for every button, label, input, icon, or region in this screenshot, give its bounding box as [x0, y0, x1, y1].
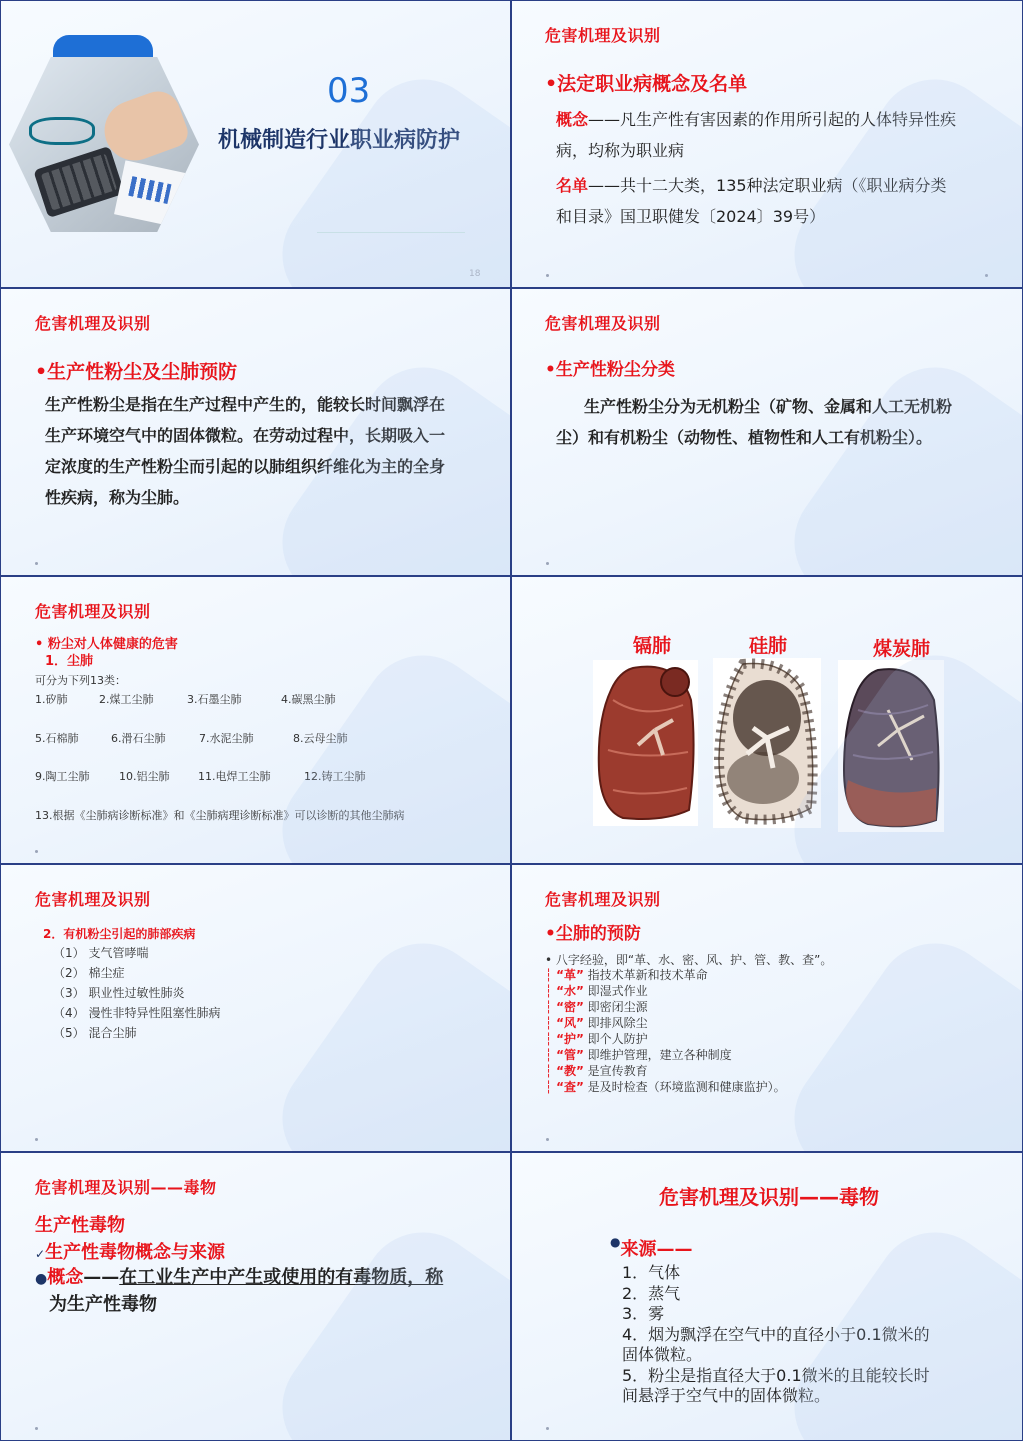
slide-6[interactable]: [512, 577, 1022, 863]
source-heading: 来源——: [620, 1239, 693, 1260]
corner-dot: [35, 850, 38, 853]
slide-heading: • 粉尘对人体健康的危害: [35, 637, 178, 652]
concept-text: ——凡生产性有害因素的作用所引起的人体特异性疾: [588, 110, 957, 129]
calculator-icon: [33, 146, 125, 218]
list-text: 即排风除尘: [587, 1016, 648, 1030]
list-item: ┆ “查” 是及时检查（环境监测和健康监护）。: [545, 1080, 786, 1094]
slide-5[interactable]: [1, 577, 510, 863]
source-list: [622, 1263, 930, 1407]
list-item: 固体微粒。: [622, 1345, 703, 1364]
slide-subheading: 1．尘肺: [45, 654, 94, 669]
corner-dot: [985, 274, 988, 277]
list-text: ——共十二大类，135种法定职业病（《职业病分类: [588, 176, 947, 195]
type-row: 13.根据《尘肺病诊断标准》和《尘肺病理诊断标准》可以诊断的其他尘肺病: [35, 809, 405, 822]
type-item: 4.碳黑尘肺: [281, 693, 336, 706]
corner-dot: [546, 1138, 549, 1141]
concept-term: 概念: [47, 1267, 84, 1288]
body-line: 生产性粉尘是指在生产过程中产生的，能较长时间飘浮在: [45, 395, 446, 414]
list-item: （2） 棉尘症: [53, 966, 125, 980]
lung-label-silicosis: 硅肺: [749, 635, 788, 657]
slide-title: 危害机理及识别——毒物: [659, 1185, 879, 1209]
type-item: 11.电焊工尘肺: [198, 770, 271, 783]
concept-dash: ——: [83, 1267, 120, 1288]
checkmark-icon: ✓: [35, 1247, 46, 1261]
bullet-icon: ●: [610, 1235, 621, 1249]
slide-2[interactable]: [512, 1, 1022, 287]
concept-term: 概念: [556, 110, 589, 129]
slide-heading: 2．有机粉尘引起的肺部疾病: [43, 927, 196, 941]
slide-header: 危害机理及识别——毒物: [35, 1178, 217, 1197]
list-item: （4） 漫性非特异性阻塞性肺病: [53, 1006, 221, 1020]
list-text: 指技术革新和技术革命: [587, 968, 708, 982]
concept-cont: 病，均称为职业病: [556, 141, 685, 160]
concept-row: [35, 1265, 443, 1317]
list-item: ┆ “教” 是宣传教育: [545, 1064, 648, 1078]
chart-paper-icon: [114, 160, 194, 228]
list-text: 即密闭尘源: [587, 1000, 648, 1014]
type-item: 9.陶工尘肺: [35, 770, 90, 783]
list-key: “密”: [556, 1000, 584, 1014]
body-line: 性疾病，称为尘肺。: [45, 488, 190, 507]
list-item: （3） 职业性过敏性肺炎: [53, 986, 185, 1000]
slide-9[interactable]: [1, 1153, 510, 1440]
corner-dot: [546, 274, 549, 277]
body-text: [45, 389, 445, 513]
slide-header: 危害机理及识别: [35, 314, 151, 333]
list-item: 2．蒸气: [622, 1283, 681, 1303]
slide-header: 危害机理及识别: [35, 602, 151, 621]
list-item: ┆ “管” 即维护管理，建立各种制度: [545, 1048, 732, 1062]
type-item: 8.云母尘肺: [293, 732, 348, 745]
list-key: “水”: [556, 984, 584, 998]
concept-text: 在工业生产中产生或使用的有毒物质，称: [119, 1267, 444, 1288]
concept-line: [556, 104, 1006, 166]
lung-label-coal: 煤炭肺: [873, 638, 931, 660]
subheading-row: [35, 1238, 225, 1264]
office-photo: [9, 57, 199, 232]
lung-drawing: [713, 658, 821, 828]
intro-text: 可分为下列13类：: [35, 674, 126, 687]
lung-image-silicosis: [713, 658, 821, 828]
corner-dot: [35, 1427, 38, 1430]
list-line: [556, 170, 1006, 232]
list-key: “教”: [556, 1064, 584, 1078]
type-item: 6.滑石尘肺: [111, 732, 166, 745]
list-item: ┆ “密” 即密闭尘源: [545, 1000, 648, 1014]
slide-8[interactable]: [512, 865, 1022, 1151]
lung-image-coal: [838, 660, 944, 832]
list-item: （1） 支气管哮喘: [53, 946, 149, 960]
slide-4[interactable]: [512, 289, 1022, 575]
lung-image-cadmium: [593, 660, 698, 826]
slide-heading: •尘肺的预防: [545, 924, 641, 944]
list-key: “革”: [556, 968, 584, 982]
slide-heading: •生产性粉尘及尘肺预防: [35, 361, 238, 383]
lung-drawing: [593, 660, 698, 826]
list-text: 即个人防护: [587, 1032, 648, 1046]
type-item: 12.铸工尘肺: [304, 770, 366, 783]
list-item: 5．粉尘是指直径大于0.1微米的且能较长时: [622, 1365, 930, 1385]
type-item: 5.石棉肺: [35, 732, 79, 745]
slide-heading: •法定职业病概念及名单: [545, 73, 748, 95]
page-number: 18: [469, 269, 481, 279]
body-line: 定浓度的生产性粉尘而引起的以肺组织纤维化为主的全身: [45, 457, 446, 476]
slide-1[interactable]: [1, 1, 510, 287]
list-term: 名单: [556, 176, 589, 195]
list-item: 1．气体: [622, 1263, 681, 1282]
list-text: 即维护管理，建立各种制度: [587, 1048, 732, 1062]
list-text: 是及时检查（环境监测和健康监护）。: [587, 1080, 786, 1094]
list-item: 间悬浮于空气中的固体微粒。: [622, 1386, 831, 1405]
cover-image: [1, 31, 201, 241]
bullet-icon: ●: [35, 1271, 48, 1287]
corner-dot: [35, 1138, 38, 1141]
list-item: 3．雾: [622, 1304, 665, 1323]
list-text: 即湿式作业: [587, 984, 648, 998]
corner-dot: [35, 562, 38, 565]
slide-header: 危害机理及识别: [545, 26, 661, 45]
list-text: 是宣传教育: [587, 1064, 648, 1078]
section-number: 03: [327, 71, 371, 111]
type-item: 3.石墨尘肺: [187, 693, 242, 706]
list-item: ┆ “护” 即个人防护: [545, 1032, 648, 1046]
divider: [317, 232, 465, 233]
body-line: 生产性粉尘分为无机粉尘（矿物、金属和人工无机粉: [584, 397, 953, 416]
type-item: 10.铝尘肺: [119, 770, 170, 783]
lung-drawing: [838, 660, 944, 832]
section-title: 机械制造行业职业病防护: [218, 128, 461, 153]
source-heading-row: [610, 1235, 692, 1261]
concept-cont: 为生产性毒物: [49, 1294, 157, 1315]
list-item: 4．烟为飘浮在空气中的直径小于0.1微米的: [622, 1324, 930, 1344]
lung-label-cadmium: 镉肺: [633, 635, 672, 657]
slide-header: 危害机理及识别: [35, 890, 151, 909]
type-item: 1.矽肺: [35, 693, 68, 706]
corner-dot: [546, 1427, 549, 1430]
disease-list: [53, 943, 220, 1043]
intro-text: • 八字经验，即“革、水、密、风、护、管、教、查”。: [545, 953, 833, 967]
list-key: “查”: [556, 1080, 584, 1094]
slide-heading: •生产性粉尘分类: [545, 360, 675, 380]
slide-10[interactable]: [512, 1153, 1022, 1440]
body-line: 生产环境空气中的固体微粒。在劳动过程中，长期吸入一: [45, 426, 446, 445]
slide-3[interactable]: [1, 289, 510, 575]
slide-heading: 生产性毒物: [35, 1215, 125, 1236]
corner-dot: [546, 562, 549, 565]
list-key: “管”: [556, 1048, 584, 1062]
glasses-icon: [29, 117, 95, 145]
type-item: 7.水泥尘肺: [199, 732, 254, 745]
list-key: “护”: [556, 1032, 584, 1046]
eight-list: [545, 967, 786, 1095]
list-item: ┆ “风” 即排风除尘: [545, 1016, 648, 1030]
list-item: ┆ “水” 即湿式作业: [545, 984, 648, 998]
list-item: （5） 混合尘肺: [53, 1026, 137, 1040]
slide-header: 危害机理及识别: [545, 890, 661, 909]
slide-header: 危害机理及识别: [545, 314, 661, 333]
body-line: 尘）和有机粉尘（动物性、植物性和人工有机粉尘）。: [556, 428, 933, 447]
slide-subheading: 生产性毒物概念与来源: [45, 1242, 226, 1263]
body-text: [556, 391, 952, 453]
slide-7[interactable]: [1, 865, 510, 1151]
list-cont: 和目录》国卫职健发〔2024〕39号）: [556, 207, 826, 226]
type-item: 2.煤工尘肺: [99, 693, 154, 706]
list-item: ┆ “革” 指技术革新和技术革命: [545, 968, 708, 982]
list-key: “风”: [556, 1016, 584, 1030]
